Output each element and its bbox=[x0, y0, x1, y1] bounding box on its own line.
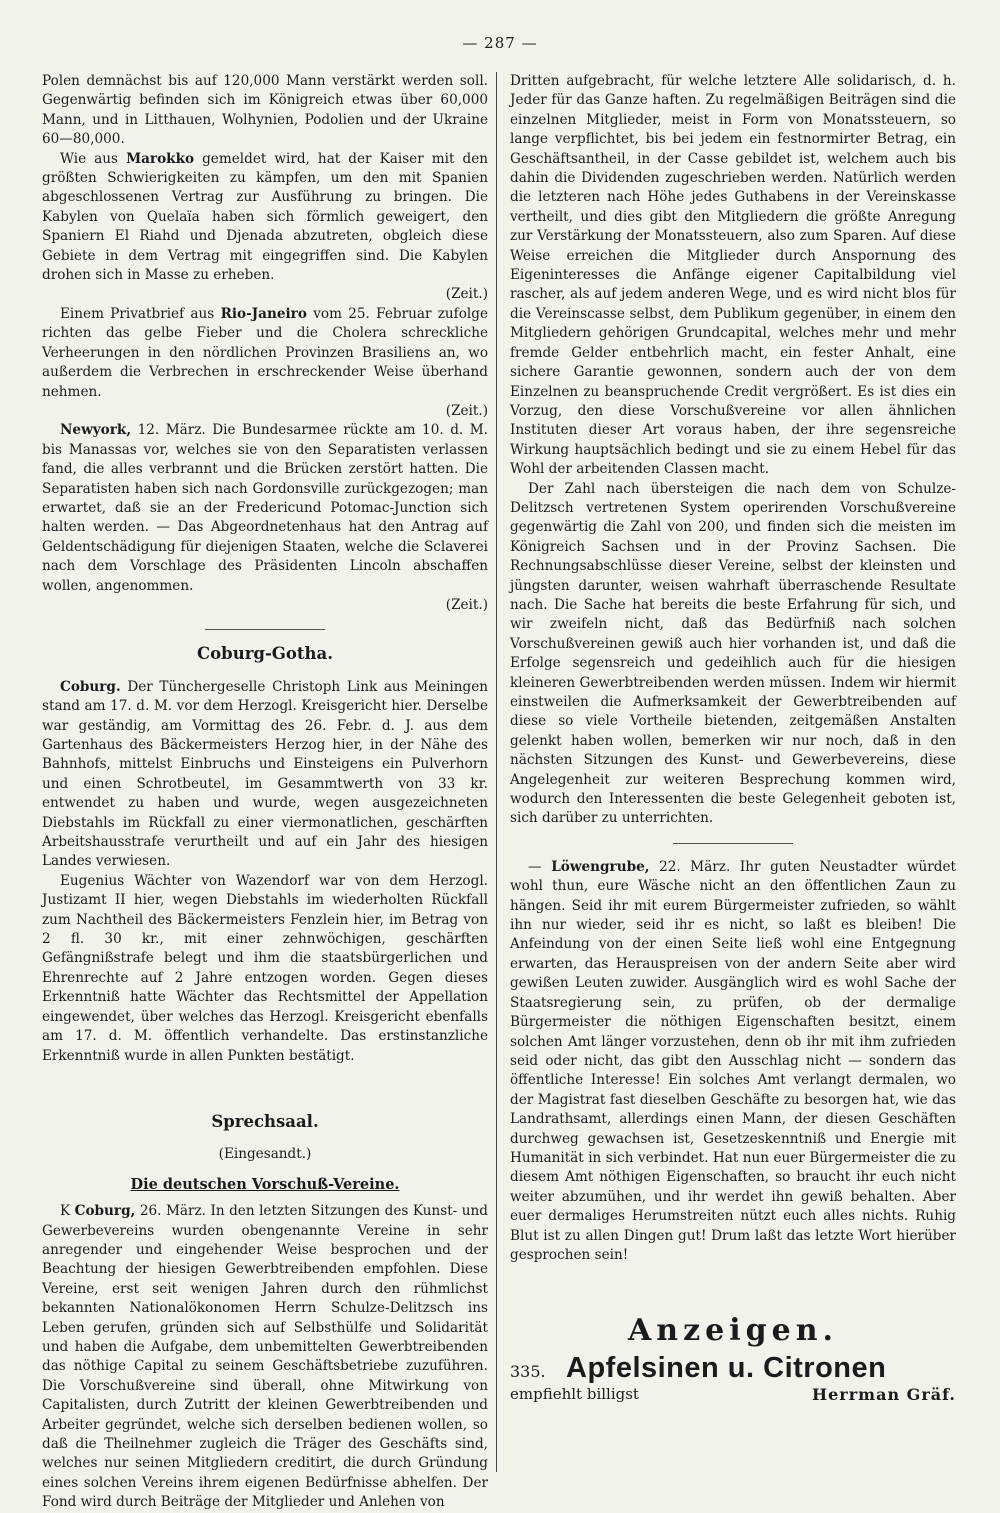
dateline-coburg: Coburg. bbox=[60, 678, 121, 695]
article-poland: Polen demnächst bis auf 120,000 Mann verstärkt werden soll. Gegenwärtig befinden sich im Königreich etwas über 60,000 Mann, und in Litthauen, Wolhynien, Podolien und der Ukraine 60—80,000. bbox=[42, 73, 488, 148]
right-column bbox=[510, 72, 956, 1405]
ad-footer bbox=[510, 1385, 956, 1404]
article-rio bbox=[42, 305, 488, 402]
article-title-vorschuss-vereine: Die deutschen Vorschuß-Vereine. bbox=[130, 1175, 400, 1193]
ad-number: 335. bbox=[510, 1361, 546, 1381]
section-divider-2 bbox=[673, 843, 793, 844]
ad-seller: Herrman Gräf. bbox=[812, 1385, 956, 1405]
article-vorschuss-vereine bbox=[42, 1202, 488, 1513]
advertisement bbox=[510, 1351, 956, 1384]
section-subheading: (Eingesandt.) bbox=[218, 1146, 312, 1163]
left-column bbox=[42, 72, 488, 1513]
article-morocco bbox=[42, 150, 488, 286]
source-zeit-1: (Zeit.) bbox=[445, 286, 488, 303]
ads-heading: Anzeigen. bbox=[628, 1313, 838, 1349]
section-heading-sprechsaal: Sprechsaal. bbox=[211, 1111, 319, 1131]
article-newyork bbox=[42, 421, 488, 596]
dateline-coburg-2: Coburg, bbox=[74, 1203, 136, 1220]
article-coburg-court bbox=[42, 678, 488, 872]
section-heading-coburg-gotha: Coburg-Gotha. bbox=[197, 644, 333, 664]
dateline-rio: Rio-Janeiro bbox=[220, 305, 307, 322]
page-number: — 287 — bbox=[462, 34, 538, 52]
article-rio-text: vom 25. Februar zufolge richten das gelbe Fieber und die Cholera schreckliche Verheerungen in den nördlichen Provinzen Brasiliens an, wo außerdem die Verbrechen in erschreckender Weise überhand nehmen. bbox=[42, 305, 488, 400]
article-vorschuss-continued: Dritten aufgebracht, für welche letztere Alle solidarisch, d. h. Jeder für das Ganze haften. Zu regelmäßigen Beiträgen sind die einzelnen Mitglieder, meist in Form von Monatssteuern, so lange verpflichtet, bis bei jedem ein festnormirter Betrag, ein Geschäftsantheil, in der Casse gebildet ist, welchem auch bis dahin die Dividenden zugeschrieben werden. Natürlich werden die letzteren nach Höhe jedes Guthabens in der Vereinskasse vertheilt, und dies gibt den Mitgliedern die größte Anregung zur Verstärkung der Monatssteuern, also zum Sparen. Auf diese Weise erreichen die Mitglieder durch Anspornung des Eigeninteresses die Anfänge eigener Capitalbildung viel rascher, als auf jedem anderen Wege, und es wird nicht blos für die Vereinscasse selbst, dem Publikum gegenüber, in einem den Mitgliedern gehörigen Grundcapital, welches mehr und mehr fremde Gelder entbehrlich macht, ein fester Anhalt, eine sichere Garantie gewonnen, sondern auch der von dem Einzelnen zu beanspruchende Credit vergrößert. Es ist dies ein Vorzug, den diese Vorschußvereine vor allen ähnlichen Instituten dieser Art voraus haben, der ihre segensreiche Wirkung hauptsächlich bedingt und sie zu einem Hebel für das Wohl der arbeitenden Classen macht. bbox=[510, 73, 956, 478]
article-coburg-court-text: Der Tünchergeselle Christoph Link aus Meiningen stand am 17. d. M. vor dem Herzogl. Kreisgericht hier. Derselbe war geständig, am Vormittag des 26. Febr. d. J. aus dem Gartenhaus des Bäckermeisters Herzog hier, in der Nähe des Bahnhofs, mittelst Einbruchs und Einsteigens ein Pulverhorn und einen Schrotbeutel, im Gesammtwerth von 33 kr. entwendet zu haben und wurde, wegen ausgezeichneten Diebstahls im Rückfall zu einer viermonatlichen, geschärften Arbeitshausstrafe verurtheilt und auf ein Jahr des hiesigen Landes verwiesen. bbox=[42, 678, 488, 870]
article-vorschuss-pre: K bbox=[60, 1203, 75, 1220]
section-divider bbox=[205, 629, 325, 630]
article-newyork-text: 12. März. Die Bundesarmee rückte am 10. d. M. bis Manassas vor, welches sie von den Separatisten verlassen fand, die alles verbrannt und die Brücken zerstört hatten. Die Separatisten haben sich nach Gordonsville zurückgezogen; man erwartet, daß sie an der Fredericund Potomac-Junction sich halten werden. — Das Abgeordnetenhaus hat den Antrag auf Geldentschädigung für diejenigen Staaten, welche die Sclaverei nach dem Vorschlage des Präsidenten Lincoln abschaffen wollen, angenommen. bbox=[42, 422, 488, 594]
article-vorschuss-statistics: Der Zahl nach übersteigen die nach dem von Schulze-Delitzsch vertretenen System operirenden Vorschußvereine gegenwärtig die Zahl von 200, und finden sich die meisten im Königreich Sachsen und in der Provinz Sachsen. Die Rechnungsabschlüsse dieser Vereine, selbst der kleinsten und jüngsten darunter, weisen wahrhaft überraschende Resultate nach. Die Sache hat bereits die beste Erfahrung für sich, und wir zweifeln nicht, daß das Bedürfniß nach solchen Vorschußvereinen gewiß auch hier vorhanden ist, und daß die Erfolge segensreich und gedeihlich auch für die hiesigen kleineren Gewerbtreibenden werden müssen. Indem wir hiermit einstweilen die Aufmerksamkeit der Gewerbtreibenden auf diese so viele Vortheile bietenden, zeitgemäßen Anstalten gelenkt haben wollen, bemerken wir nur noch, daß in den nächsten Sitzungen des Kunst- und Gewerbevereins, diese Angelegenheit zur weiteren Besprechung kommen wird, wodurch den Interessenten die beste Gelegenheit geboten ist, sich darüber zu unterrichten. bbox=[510, 480, 956, 827]
article-loewengrube-text: 22. März. Ihr guten Neustadter würdet wohl thun, eure Wäsche nicht an den öffentlichen Zaun zu hängen. Seid ihr mit eurem Bürgermeister zufrieden, so wählt ihn nur wieder, seid ihr es nicht, so laßt es bleiben! Die Anfeindung von der einen Seite ließ wohl eine Entgegnung erwarten, das Herauspreisen von der andern Seite aber wird gewißen Leuten zuwider. Ausgänglich wird es wohl Sache der Staatsregierung sein, zu prüfen, ob der dermalige Bürgermeister die nöthigen Eigenschaften besitzt, einem solchen Amt länger vorzustehen, denn ob ihr mit ihm zufrieden seid oder nicht, das gibt den Ausschlag nicht — sondern das öffentliche Interesse! Ein solches Amt verlangt dermalen, wo der Magistrat fast dieselben Geschäfte zu besorgen hat, wie das Landrathsamt, allerdings einen Mann, der diesen Geschäften durchweg gewachsen ist, Gesetzeskenntniß und Energie mit Humanität in sich verbindet. Hat nun euer Bürgermeister die zu diesem Amt nöthigen Eigenschaften, so braucht ihr euch nicht weiter abzumühen, und ihr werdet ihn gewiß behalten. Aber euer dermaliges Herumstreiten nützt euch alles nichts. Ruhig Blut ist zu allen Dingen gut! Drum laßt das letzte Wort hierüber gesprochen sein! bbox=[510, 858, 956, 1263]
article-loewengrube-pre: — bbox=[528, 858, 552, 875]
dateline-newyork: Newyork, bbox=[60, 422, 132, 439]
article-vorschuss-text: 26. März. In den letzten Sitzungen des Kunst- und Gewerbevereins wurden obengenannte Vereine in sehr anregender und eingehender Weise besprochen und der Beachtung der hiesigen Gewerbtreibenden empfohlen. Diese Vereine, erst seit wenigen Jahren durch den rühmlichst bekannten Nationalökonomen Herrn Schulze-Delitzsch ins Leben gerufen, gründen sich auf Selbsthülfe und Solidarität und haben die Aufgabe, dem unbemittelten Gewerbtreibenden das nöthige Capital zu seinem Geschäftsbetriebe zuzuführen. Die Vorschußvereine sind überall, ohne Mitwirkung von Capitalisten, durch Zutritt der kleinen Gewerbtreibenden und Arbeiter gegründet, welche sich derselben bedienen wollen, so daß die Theilnehmer zugleich die Träger des Geschäfts sind, welches nur seinen Mitgliedern creditirt, die durch Gründung eines solchen Vereins ihrem eigenen Bedürfnisse abhelfen. Der Fond wird durch Beiträge der Mitglieder und Anlehen von bbox=[42, 1203, 488, 1511]
article-morocco-text: gemeldet wird, hat der Kaiser mit den größten Schwierigkeiten zu kämpfen, um den mit Spanien abgeschlossenen Vertrag zur Ausführung zu bringen. Die Kabylen von Quelaïa haben sich förmlich geweigert, den Spaniern El Riahd und Djenada abzutreten, obgleich diese Gebiete in dem Vertrag mit eingegriffen sind. Die Kabylen drohen sich in Masse zu erheben. bbox=[42, 150, 489, 284]
ad-text: empfiehlt billigst bbox=[510, 1385, 639, 1404]
source-zeit-2: (Zeit.) bbox=[445, 402, 488, 419]
dateline-loewengrube: Löwengrube, bbox=[551, 858, 650, 875]
article-rio-pre: Einem Privatbrief aus bbox=[60, 305, 221, 322]
dateline-morocco: Marokko bbox=[126, 150, 195, 167]
source-zeit-3: (Zeit.) bbox=[445, 596, 488, 613]
section-spacer bbox=[42, 1066, 488, 1106]
column-rule bbox=[496, 72, 497, 1472]
article-morocco-pre: Wie aus bbox=[60, 150, 127, 167]
article-loewengrube bbox=[510, 858, 956, 1266]
ad-title: Apfelsinen u. Citronen bbox=[566, 1351, 887, 1384]
article-waechter: Eugenius Wächter von Wazendorf war von dem Herzogl. Justizamt II hier, wegen Diebstahls im wiederholten Rückfall zum Nachtheil des Bäckermeisters Fenzlein hier, im Betrag von 2 fl. 30 kr., mit einer zehnwöchigen, geschärften Gefängnißstrafe belegt und ihm die staatsbürgerlichen und Ehrenrechte auf 2 Jahre entzogen worden. Gegen dieses Erkenntniß hatte Wächter das Rechtsmittel der Appellation eingewendet, über welches das Herzogl. Kreisgericht ebenfalls am 17. d. M. öffentlich verhandelte. Das erstinstanzliche Erkenntniß wurde in allen Punkten bestätigt. bbox=[42, 872, 488, 1064]
